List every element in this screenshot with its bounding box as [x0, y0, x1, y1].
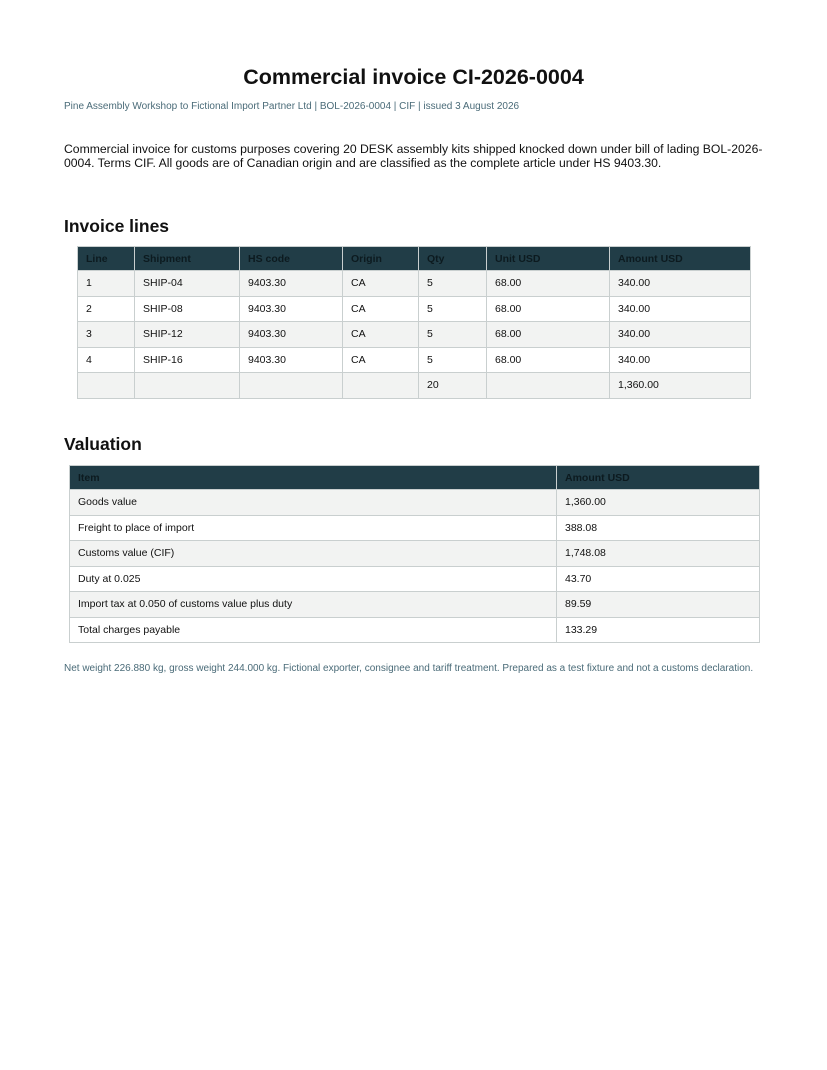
column-header-qty: Qty	[419, 247, 487, 271]
table-row	[70, 617, 760, 643]
column-header-amount-usd: Amount USD	[557, 466, 760, 490]
table-row	[70, 592, 760, 618]
column-header-origin: Origin	[343, 247, 419, 271]
cell-origin: CA	[343, 271, 419, 297]
cell-amount: 1,360.00	[557, 490, 760, 516]
cell-amount: 89.59	[557, 592, 760, 618]
cell-origin	[343, 373, 419, 399]
column-header-hs-code: HS code	[240, 247, 343, 271]
cell-amount: 1,748.08	[557, 541, 760, 567]
column-header-line: Line	[78, 247, 135, 271]
table-row	[78, 296, 751, 322]
table-row	[78, 347, 751, 373]
table-row	[70, 515, 760, 541]
column-header-shipment: Shipment	[135, 247, 240, 271]
cell-unit-usd: 68.00	[487, 296, 610, 322]
cell-shipment: SHIP-04	[135, 271, 240, 297]
cell-shipment: SHIP-12	[135, 322, 240, 348]
table-row	[78, 322, 751, 348]
table-row	[70, 566, 760, 592]
table-header-row	[70, 466, 760, 490]
cell-line: 3	[78, 322, 135, 348]
cell-unit-usd	[487, 373, 610, 399]
cell-amount-usd: 340.00	[610, 322, 751, 348]
cell-item: Goods value	[70, 490, 557, 516]
cell-item: Freight to place of import	[70, 515, 557, 541]
cell-item: Duty at 0.025	[70, 566, 557, 592]
totals-row	[78, 373, 751, 399]
document-subtitle: Pine Assembly Workshop to Fictional Import Partner Ltd | BOL-2026-0004 | CIF | issued 3 August 2026	[64, 101, 520, 112]
cell-line: 1	[78, 271, 135, 297]
table-header-row	[78, 247, 751, 271]
column-header-unit-usd: Unit USD	[487, 247, 610, 271]
cell-origin: CA	[343, 322, 419, 348]
column-header-item: Item	[70, 466, 557, 490]
column-header-amount-usd: Amount USD	[610, 247, 751, 271]
cell-qty: 5	[419, 347, 487, 373]
cell-amount-usd: 340.00	[610, 296, 751, 322]
cell-shipment: SHIP-16	[135, 347, 240, 373]
cell-amount: 133.29	[557, 617, 760, 643]
cell-shipment	[135, 373, 240, 399]
cell-amount: 388.08	[557, 515, 760, 541]
cell-line	[78, 373, 135, 399]
cell-item: Import tax at 0.050 of customs value plus duty	[70, 592, 557, 618]
document-title: Commercial invoice CI-2026-0004	[243, 65, 584, 89]
cell-unit-usd: 68.00	[487, 271, 610, 297]
invoice-lines-heading: Invoice lines	[64, 216, 170, 236]
cell-hs-code: 9403.30	[240, 322, 343, 348]
cell-hs-code: 9403.30	[240, 296, 343, 322]
table-row	[70, 490, 760, 516]
cell-amount-usd: 340.00	[610, 347, 751, 373]
cell-qty: 5	[419, 322, 487, 348]
cell-total-amount-usd: 1,360.00	[610, 373, 751, 399]
cell-item: Customs value (CIF)	[70, 541, 557, 567]
cell-origin: CA	[343, 296, 419, 322]
table-row	[78, 271, 751, 297]
cell-shipment: SHIP-08	[135, 296, 240, 322]
cell-unit-usd: 68.00	[487, 347, 610, 373]
cell-qty: 5	[419, 271, 487, 297]
footnote: Net weight 226.880 kg, gross weight 244.000 kg. Fictional exporter, consignee and tariff treatment. Prepared as a test fixture and not a customs declaration.	[64, 663, 754, 674]
cell-unit-usd: 68.00	[487, 322, 610, 348]
cell-line: 4	[78, 347, 135, 373]
cell-total-qty: 20	[419, 373, 487, 399]
cell-line: 2	[78, 296, 135, 322]
cell-hs-code: 9403.30	[240, 271, 343, 297]
cell-item: Total charges payable	[70, 617, 557, 643]
cell-origin: CA	[343, 347, 419, 373]
table-row	[70, 541, 760, 567]
invoice-lines-table	[77, 246, 751, 399]
valuation-table	[69, 465, 760, 643]
cell-qty: 5	[419, 296, 487, 322]
valuation-heading: Valuation	[64, 434, 142, 454]
intro-paragraph: Commercial invoice for customs purposes covering 20 DESK assembly kits shipped knocked down under bill of lading BOL-2026-0004. Terms CIF. All goods are of Canadian origin and are classified as the complete article under HS 9403.30.	[64, 142, 763, 170]
cell-amount-usd: 340.00	[610, 271, 751, 297]
cell-hs-code: 9403.30	[240, 347, 343, 373]
cell-hs-code	[240, 373, 343, 399]
cell-amount: 43.70	[557, 566, 760, 592]
